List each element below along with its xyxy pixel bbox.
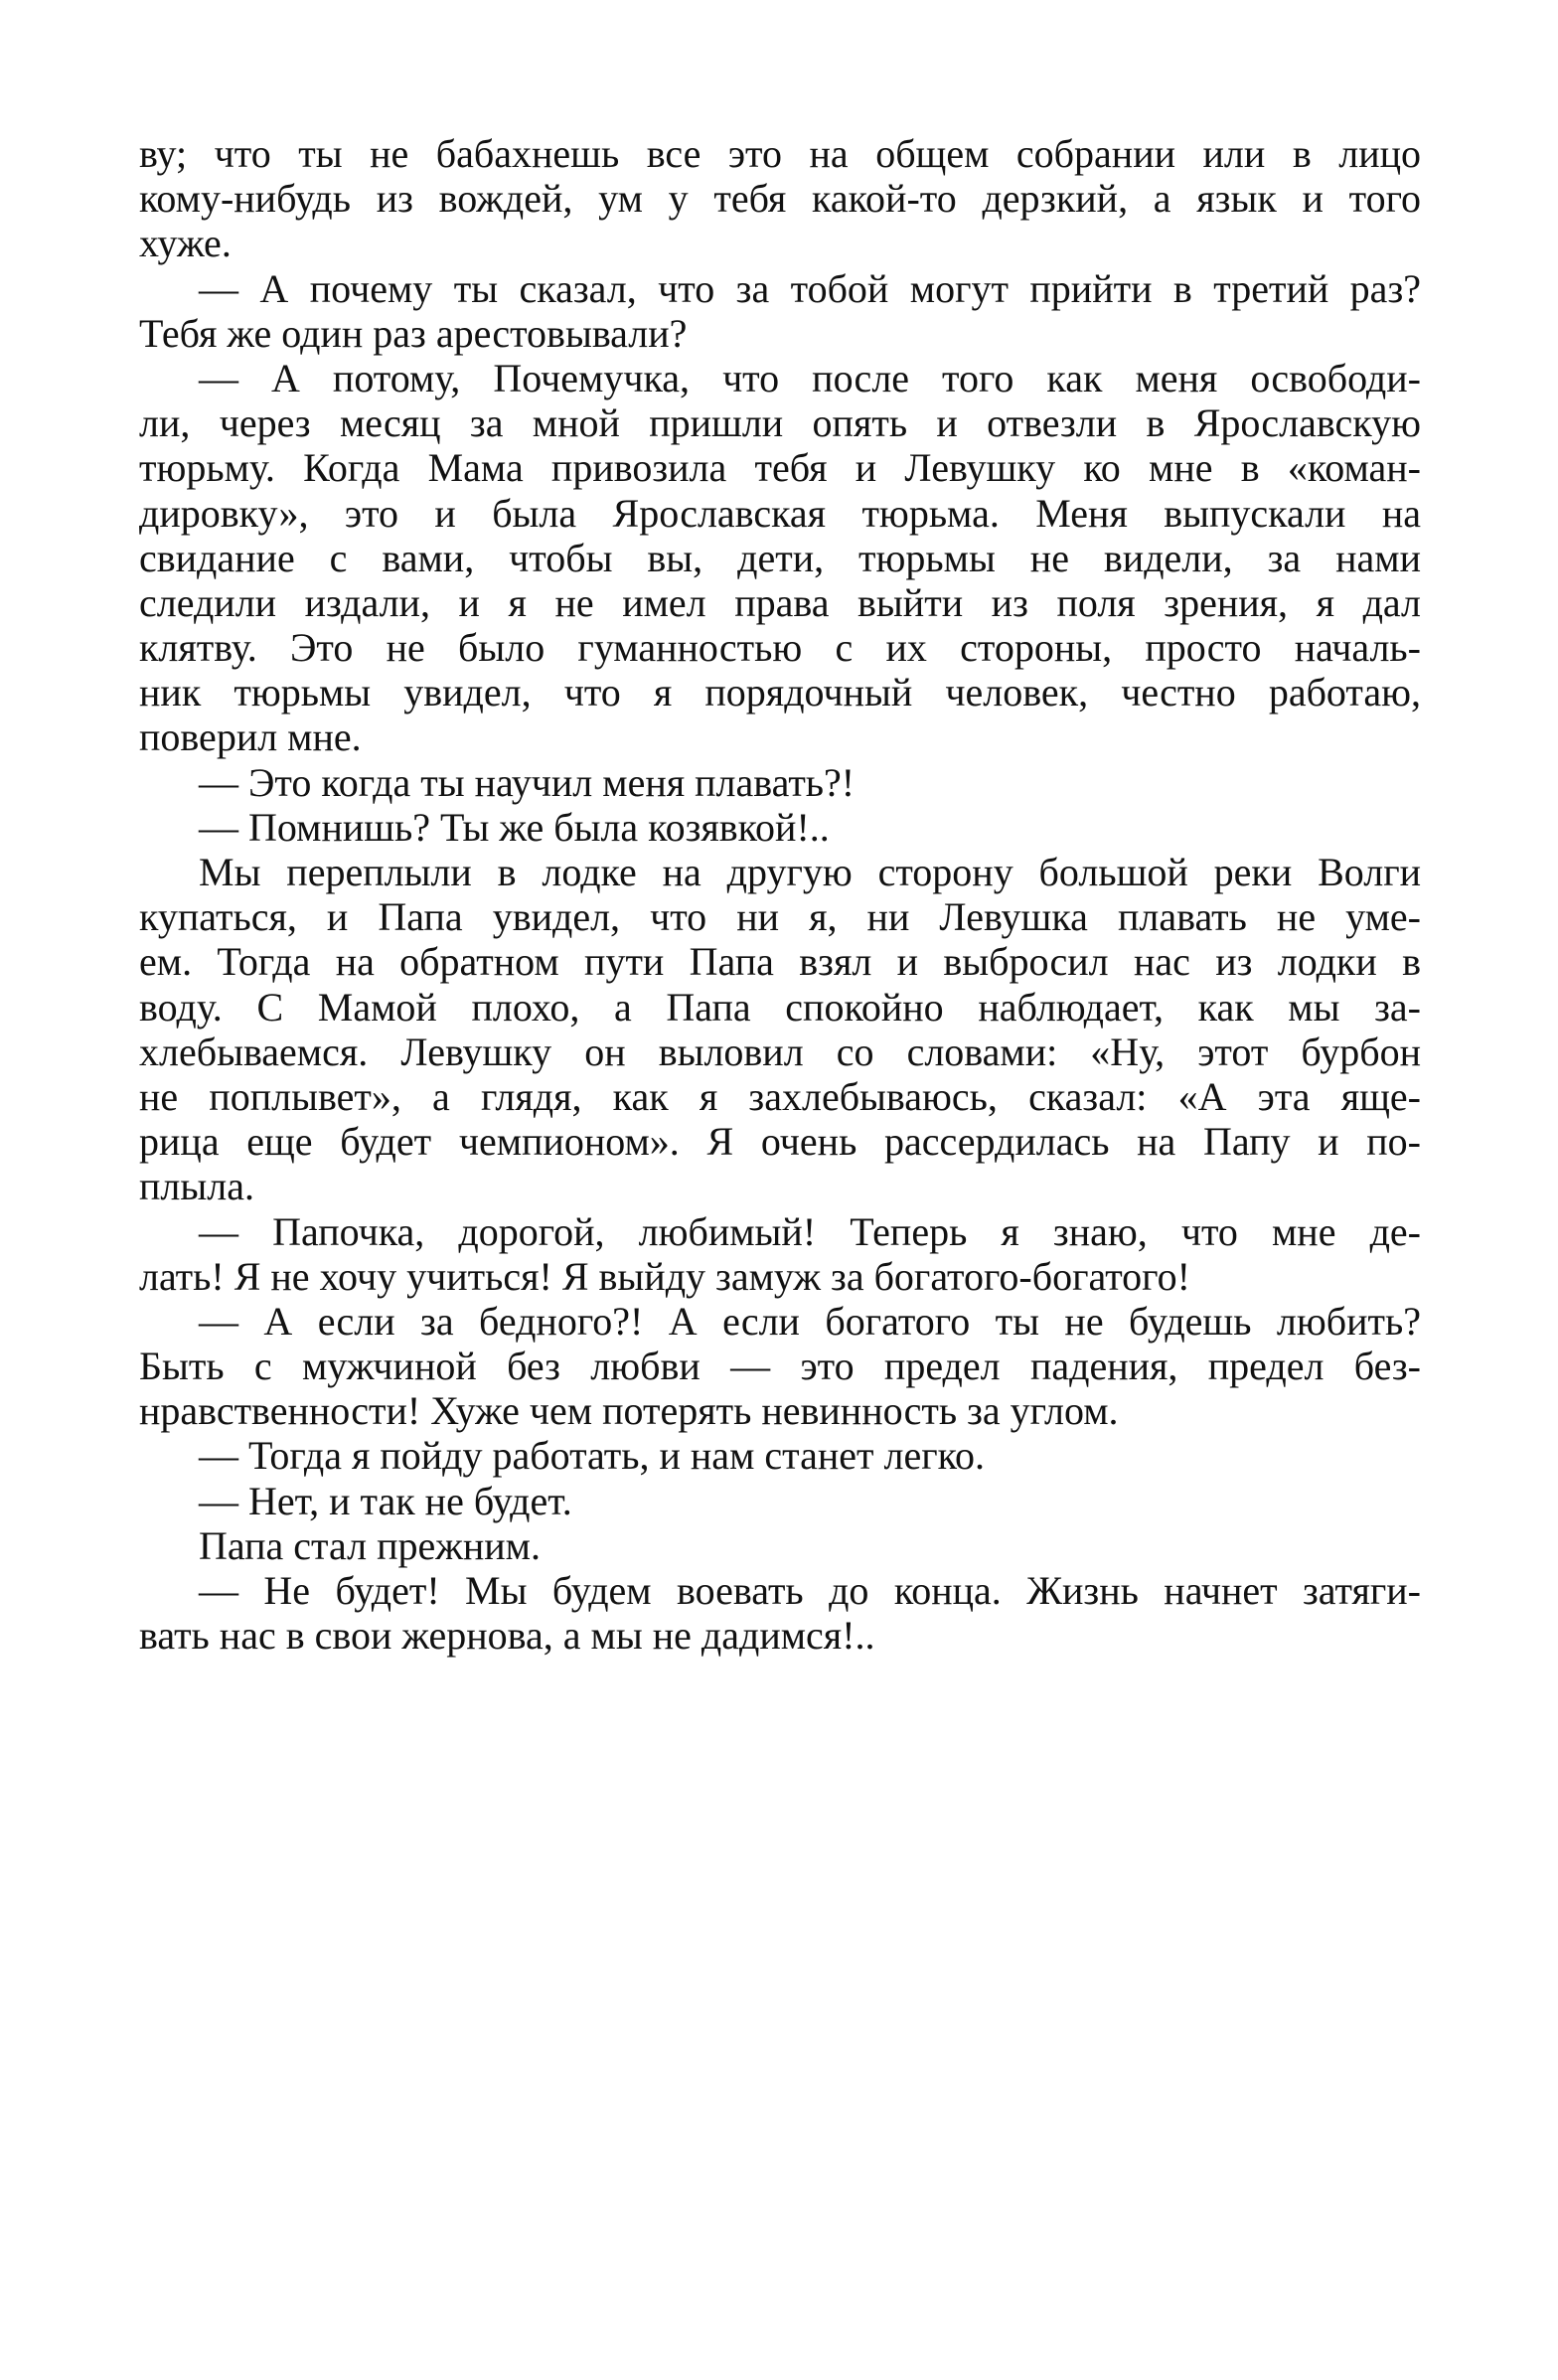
text-line: — А если за бедного?! А если богатого ты не будешь любить? — [199, 1298, 1421, 1344]
text-line: хлебываемся. Левушку он выловил со словами: «Ну, этот бурбон — [139, 1029, 1421, 1074]
text-line: — Не будет! Мы будем воевать до конца. Жизнь начнет затяги- — [199, 1568, 1421, 1613]
text-line: дировку», это и была Ярославская тюрьма. Меня выпускали на — [139, 490, 1421, 536]
text-line: плыла. — [139, 1164, 254, 1209]
page-text-body — [139, 131, 1421, 1658]
text-line: Быть с мужчиной без любви — это предел падения, предел без- — [139, 1344, 1421, 1389]
text-line: — А почему ты сказал, что за тобой могут прийти в третий раз? — [199, 265, 1421, 311]
text-line: свидание с вами, чтобы вы, дети, тюрьмы не видели, за нами — [139, 535, 1421, 580]
text-line: — Тогда я пойду работать, и нам станет легко. — [199, 1433, 986, 1479]
text-line: Папа стал прежним. — [199, 1522, 541, 1568]
text-line: Мы переплыли в лодке на другую сторону большой реки Волги — [199, 850, 1421, 894]
text-line: ву; что ты не бабахнешь все это на общем собрании или в лицо — [139, 131, 1421, 176]
text-line: лать! Я не хочу учиться! Я выйду замуж за богатого-богатого! — [139, 1253, 1190, 1299]
text-line: рица еще будет чемпионом». Я очень рассердилась на Папу и по- — [139, 1119, 1421, 1165]
text-line: нравственности! Хуже чем потерять невинность за углом. — [139, 1388, 1119, 1434]
text-line: кому-нибудь из вождей, ум у тебя какой-то дерзкий, а язык и того — [139, 176, 1421, 222]
text-line: следили издали, и я не имел права выйти из поля зрения, я дал — [139, 579, 1421, 625]
text-line: ем. Тогда на обратном пути Папа взял и выбросил нас из лодки в — [139, 939, 1421, 985]
text-line: — Папочка, дорогой, любимый! Теперь я знаю, что мне де- — [199, 1208, 1421, 1254]
text-line: не поплывет», а глядя, как я захлебываюсь, сказал: «А эта яще- — [139, 1073, 1421, 1119]
text-line: — Помнишь? Ты же была козявкой!.. — [199, 804, 830, 850]
text-line: ли, через месяц за мной пришли опять и отвезли в Ярославскую — [139, 400, 1421, 446]
text-line: — А потому, Почемучка, что после того как меня освободи- — [199, 355, 1421, 400]
text-line: хуже. — [139, 221, 232, 266]
text-line: — Нет, и так не будет. — [199, 1478, 572, 1523]
text-line: ник тюрьмы увидел, что я порядочный человек, честно работаю, — [139, 670, 1421, 715]
text-line: воду. С Мамой плохо, а Папа спокойно наблюдает, как мы за- — [139, 984, 1421, 1030]
text-line: — Это когда ты научил меня плавать?! — [199, 759, 856, 805]
text-line: поверил мне. — [139, 714, 362, 760]
text-line: купаться, и Папа увидел, что ни я, ни Левушка плавать не уме- — [139, 894, 1421, 940]
text-line: клятву. Это не было гуманностью с их стороны, просто началь- — [139, 625, 1421, 671]
text-line: Тебя же один раз арестовывали? — [139, 310, 688, 356]
text-line: тюрьму. Когда Мама привозила тебя и Левушку ко мне в «коман- — [139, 445, 1421, 491]
text-line: вать нас в свои жернова, а мы не дадимся!.. — [139, 1613, 875, 1659]
